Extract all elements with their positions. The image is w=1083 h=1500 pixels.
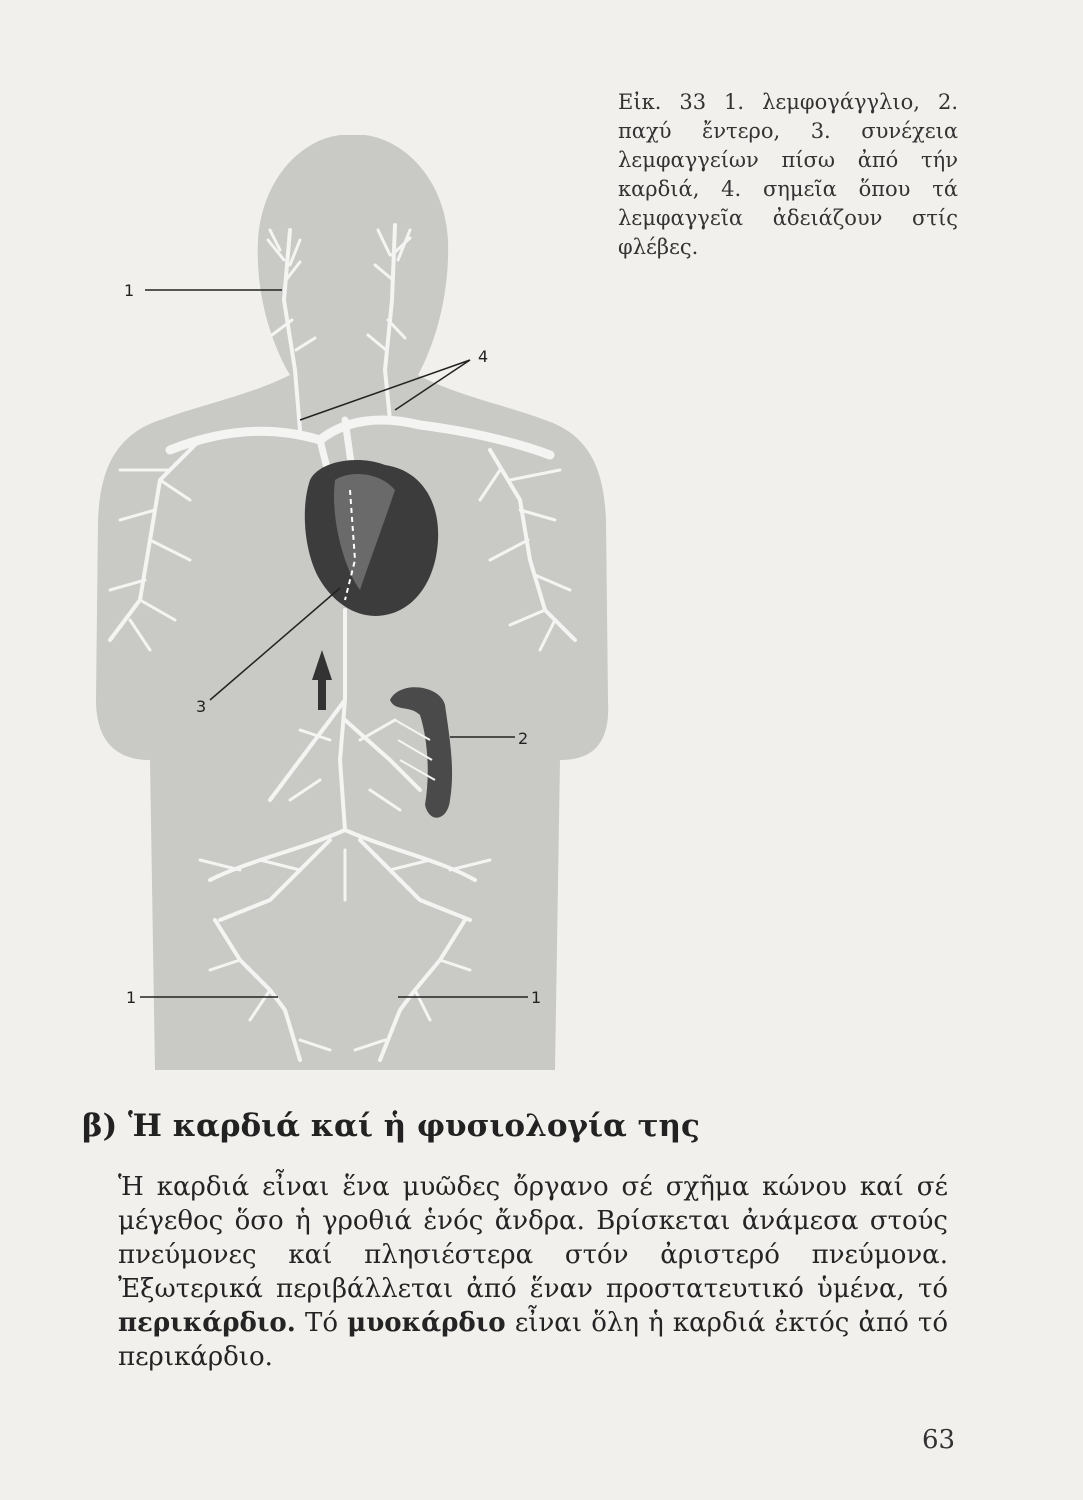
- label-node-right-groin: 1: [531, 988, 542, 1007]
- page-number: 63: [922, 1425, 956, 1455]
- label-vein-points: 4: [478, 347, 489, 366]
- label-behind-heart: 3: [196, 697, 207, 716]
- para-part-3: εἶναι ὅλη ἡ καρδιά ἐκτός ἀπό τό περικάρδιο.: [118, 1308, 949, 1372]
- term-myocardium: μυοκάρδιο: [347, 1308, 506, 1338]
- term-pericardium: περικάρδιο.: [118, 1308, 296, 1338]
- label-node-neck: 1: [124, 281, 135, 300]
- para-part-2: Τό: [295, 1308, 348, 1338]
- label-node-left-groin: 1: [126, 988, 137, 1007]
- figure-caption: Εἰκ. 33 1. λεμφογάγγλιο, 2. παχύ ἔντερο, 3. συνέχεια λεμφαγγείων πίσω ἀπό τήν καρδιά, 4. σημεῖα ὅπου τά λεμφαγγεῖα ἀδειάζουν στίς φλέβες.: [618, 90, 958, 259]
- body-paragraph: [118, 1170, 948, 1374]
- section-heading: β) Ἡ καρδιά καί ἡ φυσιολογία της: [82, 1108, 700, 1144]
- para-part-1: Ἡ καρδιά εἶναι ἕνα μυῶδες ὄργανο σέ σχῆμα κώνου καί σέ μέγεθος ὅσο ἡ γροθιά ἑνός ἄνδρα. Βρίσκεται ἀνάμεσα στούς πνεύμονες καί πλησιέστερα στόν ἀριστερό πνεύμονα. Ἐξωτερικά περιβάλλεται ἀπό ἕναν προστατευτικό ὑμένα, τό: [118, 1172, 948, 1304]
- label-colon: 2: [518, 729, 529, 748]
